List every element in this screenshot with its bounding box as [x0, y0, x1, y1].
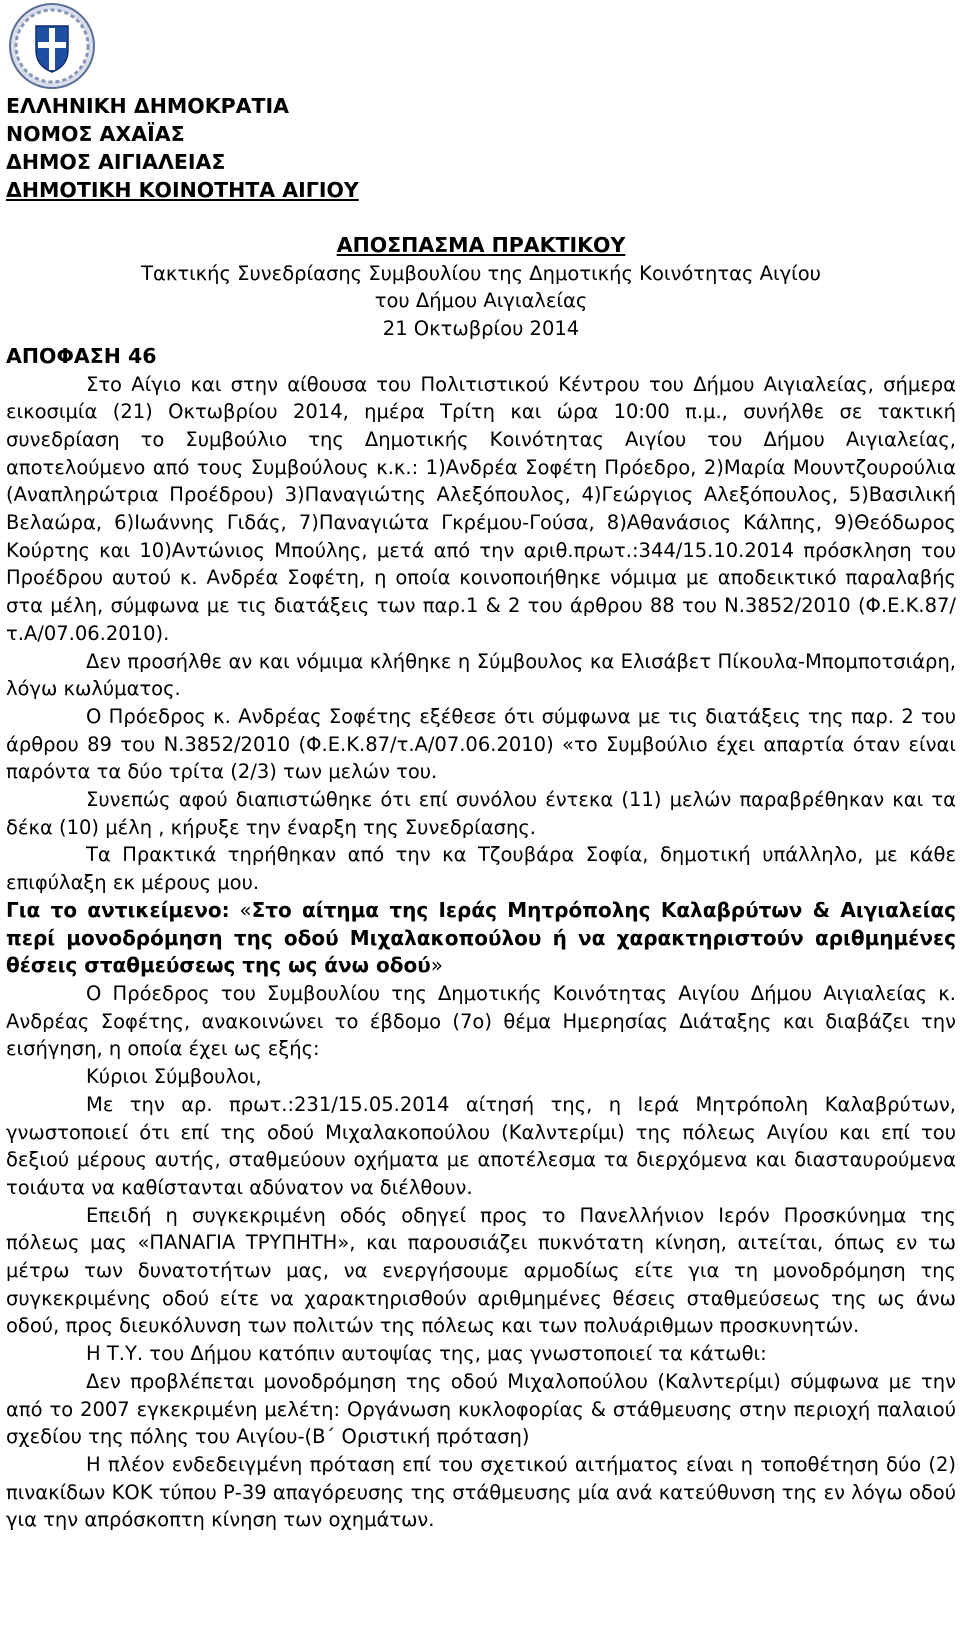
- header-prefecture: ΝΟΜΟΣ ΑΧΑΪΑΣ: [6, 122, 185, 146]
- subject-close-quote: »: [430, 953, 443, 978]
- subject-text: Στο αίτημα της Ιεράς Μητρόπολης Καλαβρύτων & Αιγιαλείας περί μονοδρόμηση της οδού Μιχαλακοπούλου ή να χαρακτηριστούν αριθμημένες θέσεις σταθμεύσεως της ως άνω οδού: [6, 897, 957, 978]
- header-country: ΕΛΛΗΝΙΚΗ ΔΗΜΟΚΡΑΤΙΑ: [6, 94, 289, 118]
- header-municipality: ΔΗΜΟΣ ΑΙΓΙΑΛΕΙΑΣ: [6, 150, 226, 174]
- subject-line: [6, 897, 956, 980]
- paragraph-attendance: Στο Αίγιο και στην αίθουσα του Πολιτιστικού Κέντρου του Δήμου Αιγιαλείας, σήμερα εικοσιμία (21) Οκτωβρίου 2014, ημέρα Τρίτη και ώρα 10:00 π.μ., συνήλθε σε τακτική συνεδρίαση το Συμβούλιο της Δημοτικής Κοινότητας Αιγίου του Δήμου Αιγιαλείας, αποτελούμενο από τους Συμβούλους κ.κ.: 1)Ανδρέα Σοφέτη Πρόεδρο, 2)Μαρία Μουντζουρούλια (Αναπληρώτρια Προέδρου) 3)Παναγιώτης Αλεξόπουλος, 4)Γεώργιος Αλεξόπουλος, 5)Βασιλική Βελαώρα, 6)Ιωάννης Γιδάς, 7)Παναγιώτα Γκρέμου-Γούσα, 8)Αθανάσιος Κάλπης, 9)Θεόδωρος Κούρτης και 10)Αντώνιος Μπούλης, μετά από την αριθ.πρωτ.:344/15.10.2014 πρόσκληση του Προέδρου αυτού κ. Ανδρέα Σοφέτη, η οποία κοινοποιήθηκε νόμιμα με αποδεικτικό παραλαβής στα μέλη, σύμφωνα με τις διατάξεις των παρ.1 & 2 του άρθρου 88 του Ν.3852/2010 (Φ.Ε.Κ.87/τ.Α/07.06.2010).: [6, 372, 956, 645]
- issuer-header: [6, 92, 359, 204]
- paragraph-quorum-met: Συνεπώς αφού διαπιστώθηκε ότι επί συνόλου έντεκα (11) μελών παραβρέθηκαν και τα δέκα (10) μέλη , κήρυξε την έναρξη της Συνεδρίασης.: [6, 788, 956, 839]
- subject-open-quote: «: [229, 897, 252, 922]
- header-community: ΔΗΜΟΤΙΚΗ ΚΟΙΝΟΤΗΤΑ ΑΙΓΙΟΥ: [6, 178, 359, 202]
- document-title: ΑΠΟΣΠΑΣΜΑ ΠΡΑΚΤΙΚΟΥ: [336, 233, 626, 257]
- paragraph-technical-service: Η Τ.Υ. του Δήμου κατόπιν αυτοψίας της, μας γνωστοποιεί τα κάτωθι:: [86, 1342, 767, 1366]
- paragraph-announcement: Ο Πρόεδρος του Συμβουλίου της Δημοτικής Κοινότητας Αιγίου Δήμου Αιγιαλείας κ. Ανδρέας Σοφέτης, ανακοινώνει το έβδομο (7ο) θέμα Ημερησίας Διάταξης και διαβάζει την εισήγηση, η οποία έχει ως εξής:: [6, 981, 956, 1061]
- subject-label: Για το αντικείμενο:: [6, 897, 230, 922]
- paragraph-request: Με την αρ. πρωτ.:231/15.05.2014 αίτησή της, η Ιερά Μητρόπολη Καλαβρύτων, γνωστοποιεί ότι επί της οδού Μιχαλακοπούλου (Καλντερίμι) της πόλεως Αιγίου και επί του δεξιού μέρους αυτής, σταθμεύουν οχήματα με αποτέλεσμα τα διερχόμενα και διασταυρούμενα τοιάυτα να καθίστανται αδύνατον να διέλθουν.: [6, 1092, 956, 1199]
- document-body: [6, 232, 956, 1534]
- document-subtitle-2: του Δήμου Αιγιαλείας: [374, 289, 588, 313]
- decision-number: ΑΠΟΦΑΣΗ 46: [6, 343, 157, 368]
- paragraph-proposal: Η πλέον ενδεδειγμένη πρόταση επί του σχετικού αιτήματος είναι η τοποθέτηση δύο (2) πινακίδων ΚΟΚ τύπου Ρ-39 απαγόρευσης της στάθμευσης μία ανά κατεύθυνση της εν λόγω οδού για την απρόσκοπτη κίνηση των οχημάτων.: [6, 1452, 956, 1532]
- paragraph-quorum-rule: Ο Πρόεδρος κ. Ανδρέας Σοφέτης εξέθεσε ότι σύμφωνα με τις διατάξεις της παρ. 2 του άρθρου 89 του Ν.3852/2010 (Φ.Ε.Κ.87/τ.Α/07.06.2010) «το Συμβούλιο έχει απαρτία όταν είναι παρόντα τα δύο τρίτα (2/3) των μελών του.: [6, 704, 956, 784]
- document-date: 21 Οκτωβρίου 2014: [382, 317, 580, 341]
- paragraph-reason: Επειδή η συγκεκριμένη οδός οδηγεί προς το Πανελλήνιον Ιερόν Προσκύνημα της πόλεως μας «ΠΑΝΑΓΙΑ ΤΡΥΠΗΤΗ», και παρουσιάζει πυκνότατη κίνηση, αιτείται, όπως εν τω μέτρω των δυνατοτήτων μας, να ενεργήσουμε αρμοδίως είτε για τη μονοδρόμηση της συγκεκριμένης οδού είτε να χαρακτηρισθούν αριθμημένες θέσεις σταθμεύσεως της ως άνω οδού, προς διευκόλυνση των πολιτών της πόλεως και των πολυάριθμων προσκυνητών.: [6, 1203, 956, 1338]
- document-subtitle: Τακτικής Συνεδρίασης Συμβουλίου της Δημοτικής Κοινότητας Αιγίου: [141, 261, 821, 285]
- paragraph-minutes: Τα Πρακτικά τηρήθηκαν από την κα Τζουβάρα Σοφία, δημοτική υπάλληλο, με κάθε επιφύλαξη εκ μέρους μου.: [6, 843, 956, 895]
- paragraph-no-one-way: Δεν προβλέπεται μονοδρόμηση της οδού Μιχαλοπούλου (Καλντερίμι) σύμφωνα με την από το 2007 εγκεκριμένη μελέτη: Οργάνωση κυκλοφορίας & στάθμευσης στην περιοχή παλαιού σχεδίου της πόλης του Αιγίου-(Β΄ Οριστική πρόταση): [6, 1369, 956, 1449]
- paragraph-absent: Δεν προσήλθε αν και νόμιμα κλήθηκε η Σύμβουλος κα Ελισάβετ Πίκουλα-Μπομποτσιάρη, λόγω κωλύματος.: [6, 649, 956, 701]
- greek-coat-of-arms-emblem: [8, 2, 96, 90]
- paragraph-salutation: Κύριοι Σύμβουλοι,: [86, 1065, 262, 1089]
